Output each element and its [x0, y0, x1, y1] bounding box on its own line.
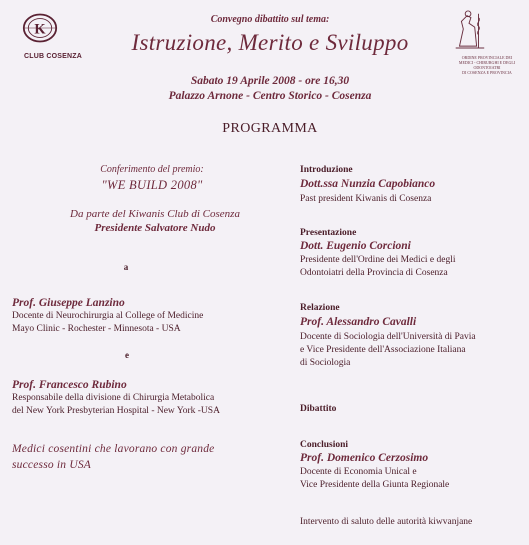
award-name: "WE BUILD 2008"	[101, 178, 203, 192]
section-label-relazione: Relazione	[300, 303, 340, 313]
speaker-desc-line: Presidente dell'Ordine dei Medici e degli	[300, 255, 456, 265]
awardee-desc-line: del New York Presbyterian Hospital - New York -USA	[12, 406, 220, 416]
logo-letter: K	[34, 21, 46, 38]
awardee-description	[12, 310, 282, 336]
seal-line: DI COSENZA E PROVINCIA	[462, 70, 512, 75]
awardees-note-line: successo in USA	[12, 459, 92, 471]
speaker-description	[300, 331, 525, 370]
awardee-desc-line: Responsabile della divisione di Chirurgia Metabolica	[12, 393, 215, 403]
speaker-description	[300, 193, 520, 206]
event-title: Istruzione, Merito e Sviluppo	[131, 30, 409, 55]
club-name: CLUB COSENZA	[23, 53, 82, 60]
medical-order-seal	[450, 8, 524, 75]
speaker-description	[300, 466, 525, 492]
conjunction-a: a	[123, 262, 129, 272]
seal-line: ORDINE PROVINCIALE DEI	[461, 55, 513, 60]
event-date: Sabato 19 Aprile 2008 - ore 16,30	[190, 75, 350, 87]
award-from: Da parte del Kiwanis Club di Cosenza	[70, 208, 240, 220]
awardee-name: Prof. Giuseppe Lanzino	[12, 297, 125, 309]
speaker-desc-line: e Vice Presidente dell'Associazione Italiana	[300, 345, 466, 355]
conjunction-e: e	[125, 350, 129, 360]
event-venue: Palazzo Arnone - Centro Storico - Cosenza	[168, 90, 372, 102]
section-label-introduzione: Introduzione	[300, 165, 353, 175]
speaker-desc-line: Docente di Economia Unical e	[300, 467, 417, 477]
section-label-dibattito: Dibattito	[300, 404, 337, 414]
speaker-desc-line: Vice Presidente della Giunta Regionale	[300, 480, 450, 490]
event-dateline	[100, 74, 440, 104]
awardees-note-line: Medici cosentini che lavorano con grande	[12, 443, 215, 455]
speaker-name: Prof. Domenico Cerzosimo	[300, 452, 429, 464]
closing-greeting: Intervento di saluto delle autorità kiwvanjane	[300, 517, 473, 527]
aesculapius-figure-icon	[450, 8, 488, 50]
event-subtitle: Convegno dibattito sul tema:	[210, 14, 330, 25]
award-intro: Conferimento del premio:	[100, 164, 204, 175]
awardee-desc-line: Docente di Neurochirurgia al College of Medicine	[12, 311, 204, 321]
speaker-name: Dott.ssa Nunzia Capobianco	[300, 178, 436, 190]
kiwanis-logo	[22, 10, 84, 60]
awardee-description	[12, 392, 282, 418]
speaker-desc-line: Docente di Sociologia dell'Università di Pavia	[300, 332, 476, 342]
speaker-description	[300, 254, 520, 280]
speaker-desc-line: Past president Kiwanis di Cosenza	[300, 194, 432, 204]
awardee-name: Prof. Francesco Rubino	[12, 379, 127, 391]
speaker-desc-line: di Sociologia	[300, 358, 351, 368]
programme-heading: PROGRAMMA	[222, 121, 318, 136]
seal-line: MEDICI - CHIRURGHI E DEGLI ODONTOIATRI	[458, 60, 516, 70]
club-president: Presidente Salvatore Nudo	[94, 222, 216, 234]
section-label-conclusioni: Conclusioni	[300, 440, 349, 450]
awardee-desc-line: Mayo Clinic - Rochester - Minnesota - USA	[12, 324, 181, 334]
speaker-desc-line: Odontoiatri della Provincia di Cosenza	[300, 268, 448, 278]
awardees-note	[12, 441, 262, 473]
kiwanis-emblem-icon	[22, 10, 58, 46]
speaker-name: Dott. Eugenio Corcioni	[300, 240, 411, 252]
speaker-name: Prof. Alessandro Cavalli	[300, 316, 417, 328]
section-label-presentazione: Presentazione	[300, 228, 357, 238]
